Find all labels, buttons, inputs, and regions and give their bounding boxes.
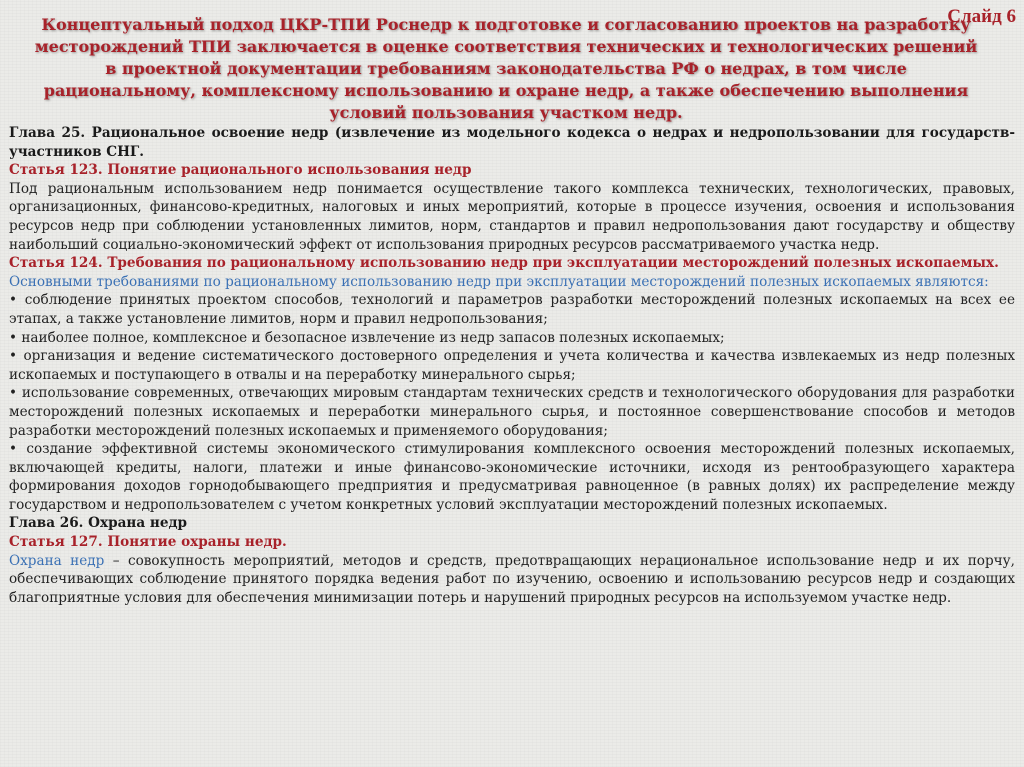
article-123-heading: Статья 123. Понятие рационального использования недр: [9, 162, 472, 179]
article-124-heading: Статья 124. Требования по рациональному использованию недр при эксплуатации месторождений полезных ископаемых.: [9, 255, 999, 272]
slide-number: Слайд 6: [947, 6, 1016, 27]
bullet-item: • использование современных, отвечающих мировым стандартам технических средств и технологического оборудования для разработки месторождений полезных ископаемых и переработки минерального сырья, и постоянное совершенствование способов и методов разработки месторождений полезных ископаемых и применяемого оборудования;: [9, 385, 1015, 439]
slide-body: [9, 124, 1015, 607]
article-124-intro: Основными требованиями по рациональному использованию недр при эксплуатации месторождений полезных ископаемых являются:: [9, 273, 989, 290]
term-protection: Охрана недр: [9, 552, 105, 569]
article-127-text: [9, 552, 1015, 608]
bullet-item: • создание эффективной системы экономического стимулирования комплексного освоения месторождений полезных ископаемых, включающей кредиты, налоги, платежи и иные финансово-экономические источники, исходя из рентообразующего характера формирования доходов горнодобывающего предприятия и предусматривая равноценное (в равных долях) их распределение между государством и недропользователем с учетом конкретных условий эксплуатации месторождений полезных ископаемых.: [9, 441, 1015, 513]
bullet-item: • соблюдение принятых проектом способов, технологий и параметров разработки месторождений полезных ископаемых на всех ее этапах, а также установление лимитов, норм и правил недропользования;: [9, 292, 1015, 327]
chapter-26-heading: Глава 26. Охрана недр: [9, 515, 188, 532]
article-127-heading: Статья 127. Понятие охраны недр.: [9, 534, 287, 551]
article-123-text: Под рациональным использованием недр понимается осуществление такого комплекса технических, технологических, правовых, организационных, финансово-кредитных, налоговых и иных мероприятий, которые в процессе изучения, освоения и использования ресурсов недр при соблюдении установленных лимитов, норм, стандартов и правил недропользования дают государству и обществу наибольший социально-экономический эффект от использования природных ресурсов рассматриваемого участка недр.: [9, 180, 1015, 253]
bullet-item: • наиболее полное, комплексное и безопасное извлечение из недр запасов полезных ископаемых;: [9, 329, 725, 346]
term-definition: – совокупность мероприятий, методов и средств, предотвращающих нерациональное использование недр и их порчу, обеспечивающих соблюдение принятого порядка ведения работ по изучению, освоению и использованию ресурсов недр и создающих благоприятные условия для обеспечения минимизации потерь и нарушений природных ресурсов на используемом участке недр.: [9, 552, 1015, 606]
bullet-item: • организация и ведение систематического достоверного определения и учета количества и качества извлекаемых из недр полезных ископаемых и поступающего в отвалы и на переработку минерального сырья;: [9, 348, 1015, 383]
slide-title: Концептуальный подход ЦКР-ТПИ Роснедр к подготовке и согласованию проектов на разработку месторождений ТПИ заключается в оценке соответствия технических и технологических решений в проектной документации требованиям законодательства РФ о недрах, в том числе рациональному, комплексному использованию и охране недр, а также обеспечению выполнения условий пользования участком недр.: [34, 15, 978, 122]
chapter-25-heading: Глава 25. Рациональное освоение недр (извлечение из модельного кодекса о недрах и недропользовании для государств-участников СНГ.: [9, 125, 1015, 160]
